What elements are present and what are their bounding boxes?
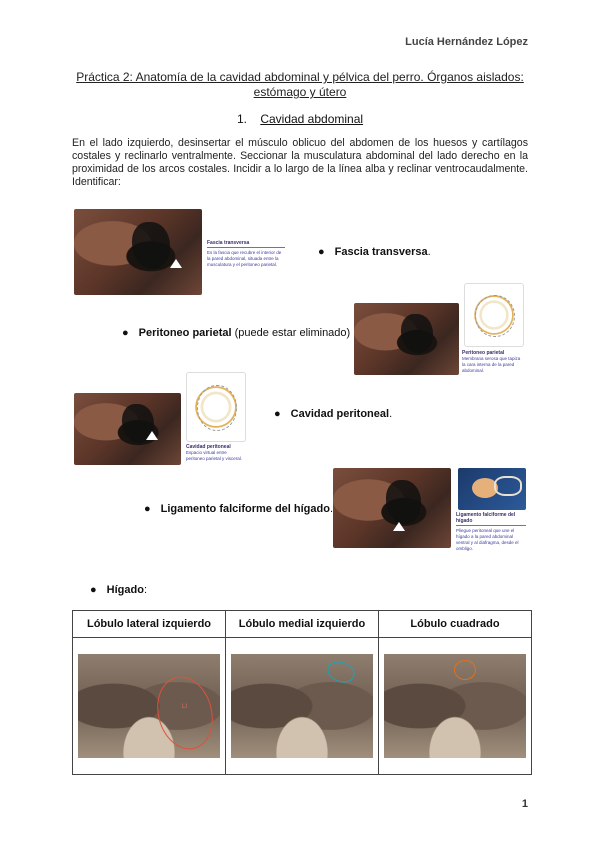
dissection-photo-cavidad [74,393,181,465]
list-item-suffix: . [427,246,431,258]
table-header-cell: Lóbulo medial izquierdo [226,611,379,638]
caption-body: Espacio virtual entre peritoneo parietal y visceral. [186,450,243,461]
caption-card-cavidad [186,444,246,464]
table-cell [226,638,379,775]
caption-body: Es la fascia que recubre el interior de la pared abdominal, situada entre la musculatura y el peritoneo parietal. [207,250,282,267]
caption-heading: Peritoneo parietal [462,350,505,356]
liver-photo-lateral-izquierdo [78,654,220,758]
list-item-suffix: . [329,503,334,515]
dissection-photo-fascia [74,209,202,295]
caption-card-peritoneo [462,350,524,378]
list-item-suffix: . [389,408,393,420]
section-number: 1. [236,112,247,126]
caption-card-fascia [207,240,285,286]
list-item-label: Peritoneo parietal [138,327,232,339]
dissection-photo-peritoneo [354,303,459,375]
table-row [73,638,532,775]
anatomical-drawing-cavidad [186,372,246,442]
lobe-label: LI [182,704,188,710]
liver-photo-cuadrado [384,654,526,758]
caption-heading: Fascia transversa [207,240,250,246]
table-cell [73,638,226,775]
caption-body: Membrana serosa que tapiza la cara interna de la pared abdominal. [462,356,521,373]
caption-card-ligamento [456,512,526,556]
intro-paragraph: En el lado izquierdo, desinsertar el músculo oblicuo del abdomen de los huesos y cartílagos costales y reclinarlo ventralmente. Seccionar la musculatura abdominal del lado derecho en la proximidad de los arcos costales. Incidir a lo largo de la línea alba y reclinar ventrocaudalmente. Identificar: [72,137,528,188]
table-header-row [73,611,532,638]
caption-heading: Ligamento falciforme del hígado [456,512,516,524]
list-item-label: Fascia transversa [334,246,428,258]
list-item-label: Ligamento falciforme del hígado [160,503,330,515]
list-item-label: Cavidad peritoneal [290,408,390,420]
author-name: Lucía Hernández López [405,36,528,48]
list-item-suffix: : [143,584,147,596]
lobe-outline-marker [149,670,220,755]
list-item-label: Hígado [106,584,144,596]
dissection-photo-ligamento [333,468,451,548]
list-item-note: (puede estar eliminado) [231,327,351,339]
list-item-ligamento: ● Ligamento falciforme del hígado. [144,503,334,515]
ligament-illustration [458,468,526,510]
list-item-higado: ● Hígado: [90,584,147,596]
lobe-outline-marker [324,658,357,686]
caption-body: Pliegue peritoneal que une el hígado a la pared abdominal ventral y al diafragma, desde el ombligo. [456,528,519,551]
list-item-cavidad: ● Cavidad peritoneal. [274,408,393,420]
anatomical-drawing-peritoneo [464,283,524,347]
lobe-outline-marker [454,660,476,680]
liver-photo-medial-izquierdo [231,654,373,758]
table-header-cell: Lóbulo lateral izquierdo [73,611,226,638]
section-heading [0,112,600,126]
table-header-cell: Lóbulo cuadrado [379,611,532,638]
page-title: Práctica 2: Anatomía de la cavidad abdominal y pélvica del perro. Órganos aislados: estómago y útero [76,70,524,99]
list-item-fascia: ● Fascia transversa. [318,246,431,258]
section-title: Cavidad abdominal [260,112,364,126]
list-item-peritoneo: ● Peritoneo parietal (puede estar eliminado) [122,327,351,339]
caption-heading: Cavidad peritoneal [186,444,231,450]
table-cell [379,638,532,775]
liver-lobes-table [72,610,532,775]
page-number: 1 [521,798,528,810]
